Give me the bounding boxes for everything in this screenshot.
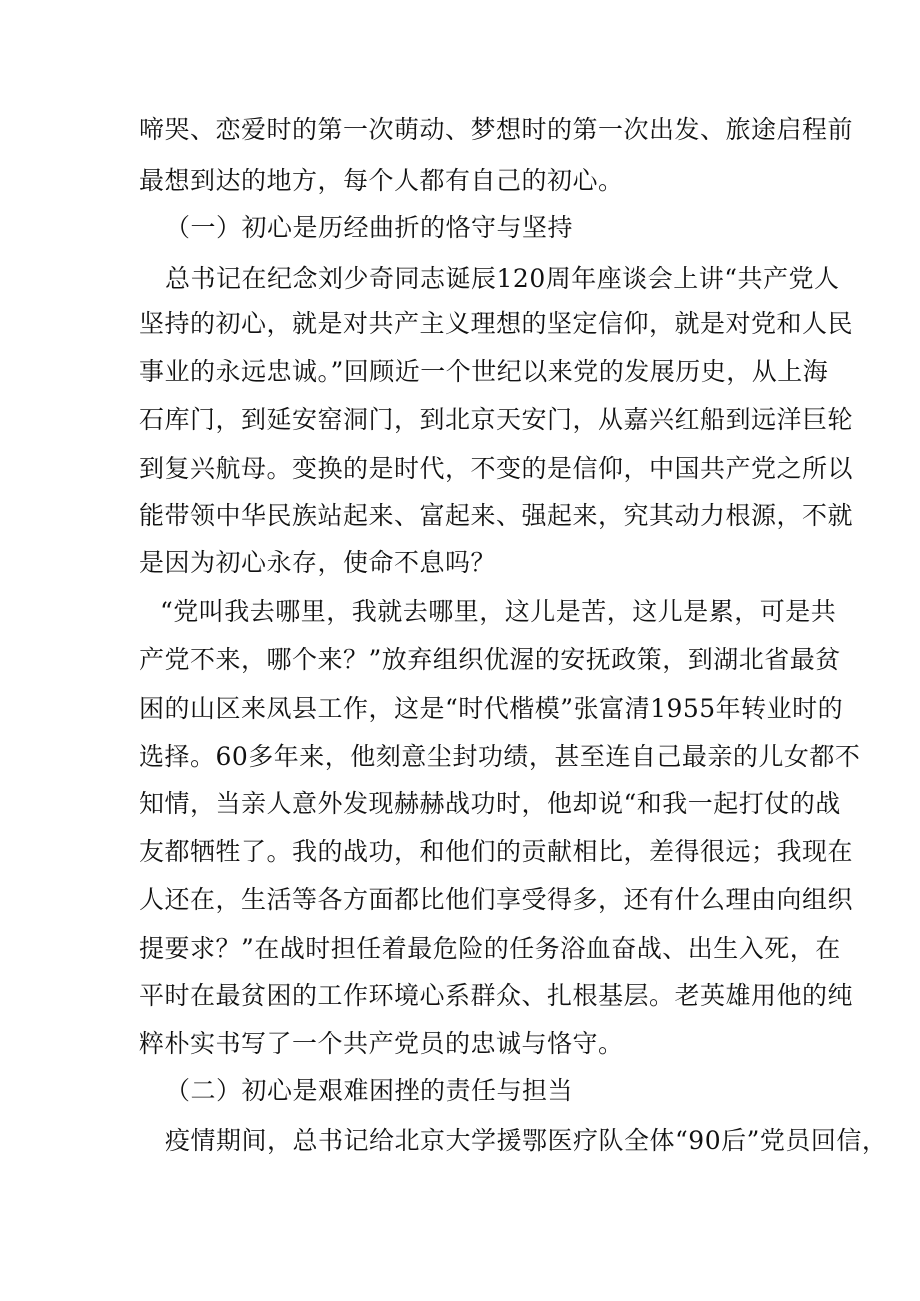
text-line: “党叫我去哪里，我就去哪里，这儿是苦，这儿是累，可是共 bbox=[160, 597, 837, 626]
text-line: 最想到达的地方，每个人都有自己的初心。 bbox=[139, 166, 624, 195]
section-heading: （二）初心是艰难困挫的责任与担当 bbox=[165, 1076, 574, 1105]
text-line: 平时在最贫困的工作环境心系群众、扎根基层。老英雄用他的纯 bbox=[139, 981, 854, 1010]
text-line: 坚持的初心，就是对共产主义理想的坚定信仰，就是对党和人民 bbox=[139, 309, 854, 338]
text-line: 疫情期间，总书记给北京大学援鄂医疗队全体“90后”党员回信， bbox=[165, 1126, 888, 1155]
text-line: 能带领中华民族站起来、富起来、强起来，究其动力根源，不就 bbox=[139, 501, 854, 530]
text-line: 总书记在纪念刘少奇同志诞辰120周年座谈会上讲“共产党人 bbox=[165, 264, 840, 293]
text-line: 到复兴航母。变换的是时代，不变的是信仰，中国共产党之所以 bbox=[139, 454, 854, 483]
text-line: 友都牺牲了。我的战功，和他们的贡献相比，差得很远；我现在 bbox=[139, 837, 854, 866]
text-line: 提要求？”在战时担任着最危险的任务浴血奋战、出生入死，在 bbox=[139, 934, 841, 963]
text-line: 粹朴实书写了一个共产党员的忠诚与恪守。 bbox=[139, 1029, 624, 1058]
text-line: 产党不来，哪个来？”放弃组织优渥的安抚政策，到湖北省最贫 bbox=[139, 645, 841, 674]
text-line: 石库门，到延安窑洞门，到北京天安门，从嘉兴红船到远洋巨轮 bbox=[139, 405, 854, 434]
text-line: 是因为初心永存，使命不息吗？ bbox=[139, 548, 497, 577]
text-line: 选择。60多年来，他刻意尘封功绩，甚至连自己最亲的儿女都不 bbox=[139, 742, 861, 771]
text-line: 啼哭、恋爱时的第一次萌动、梦想时的第一次出发、旅途启程前 bbox=[139, 115, 854, 144]
section-heading: （一）初心是历经曲折的恪守与坚持 bbox=[165, 213, 574, 242]
text-line: 知情，当亲人意外发现赫赫战功时，他却说“和我一起打仗的战 bbox=[139, 789, 841, 818]
text-line: 事业的永远忠诚。”回顾近一个世纪以来党的发展历史，从上海 bbox=[139, 357, 829, 386]
text-line: 困的山区来凤县工作，这是“时代楷模”张富清1955年转业时的 bbox=[139, 694, 844, 723]
text-line: 人还在，生活等各方面都比他们享受得多，还有什么理由向组织 bbox=[139, 885, 854, 914]
